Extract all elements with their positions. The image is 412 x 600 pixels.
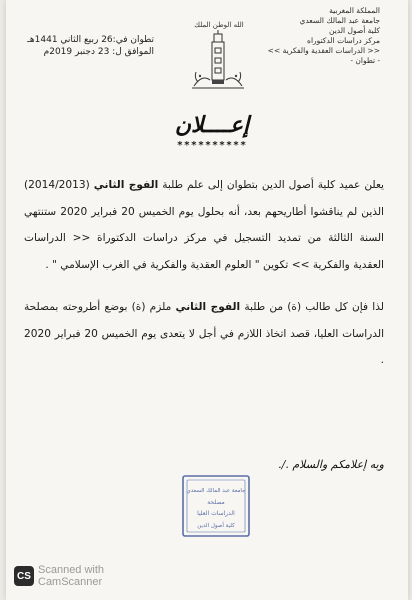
stamp-line: كلية أصول الدين	[197, 523, 235, 529]
closing-line: وبه إعلامكم والسلام ./.	[278, 458, 384, 471]
document-page	[6, 0, 408, 600]
title-stars-divider: **********	[176, 140, 248, 151]
official-stamp	[180, 470, 252, 542]
institution-line: مركز دراسات الدكتوراه	[307, 36, 380, 45]
stamp-line: مصلحة	[207, 499, 225, 506]
minaret-emblem-icon	[188, 30, 248, 92]
institution-line: كلية أصول الدين	[329, 26, 380, 35]
watermark-line-1: Scanned with	[38, 564, 105, 576]
p1-cohort: الفوج الثاني	[93, 179, 159, 191]
institution-line: << الدراسات العقدية والفكرية >>	[267, 46, 380, 55]
camscanner-watermark	[14, 564, 104, 588]
institution-header	[260, 6, 380, 66]
camscanner-logo-icon: CS	[14, 566, 34, 586]
paragraph-2	[24, 294, 384, 374]
p2-rest: ملزم (ة) بوضع أطروحته بمصلحة الدراسات العليا، قصد اتخاذ اللازم في أجل لا يتعدى يوم الخميس 20 فبراير 2020 .	[24, 301, 385, 366]
p1-rest: (2014/2013) الذين لم يناقشوا أطاريحهم بعد، أنه بحلول يوم الخميس 20 فبراير 2020 ستنتهي السنة الثالثة من تمديد التسجيل في مركز دراسات الدكتوراة << الدراسات العقدية والفكرية >> تكوين " العلوم العقدية والفكرية في الغرب الإسلامي " .	[24, 179, 384, 271]
institution-line: جامعة عبد المالك السعدي	[299, 16, 380, 25]
paragraph-1	[24, 172, 384, 278]
p1-intro: يعلن عميد كلية أصول الدين بتطوان إلى علم طلبة	[162, 179, 384, 191]
date-gregorian: الموافق ل: 23 دجنبر 2019م	[43, 47, 154, 57]
p2-cohort: الفوج الثاني	[175, 301, 241, 313]
institution-line: - تطوان -	[350, 56, 380, 65]
stamp-line: جامعة عبد المالك السعدي	[186, 488, 246, 494]
watermark-line-2: CamScanner	[38, 576, 103, 588]
date-block	[24, 34, 154, 58]
date-hijri: تطوان في:26 ربيع الثاني 1441هـ	[27, 35, 154, 45]
motto: الله الوطن الملك	[194, 21, 244, 29]
institution-line: المملكة المغربية	[329, 6, 380, 15]
announcement-body	[24, 172, 384, 374]
p2-intro: لذا فإن كل طالب (ة) من طلبة	[244, 301, 385, 313]
announcement-title: إعــــلان	[174, 112, 250, 138]
stamp-line: الدراسات العليا	[197, 510, 235, 517]
